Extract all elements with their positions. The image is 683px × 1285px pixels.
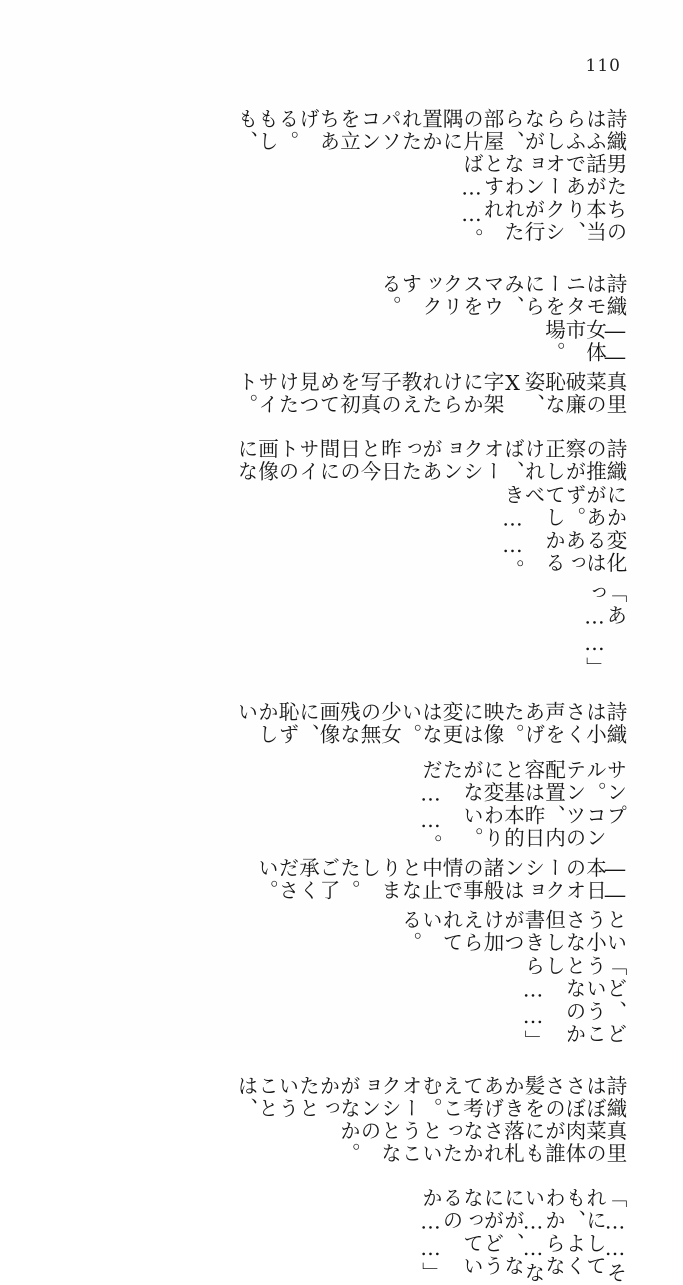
text-column: 「あっ……」 xyxy=(582,581,627,680)
text-column: 真里菜の破廉恥な姿、X字架にかけられた教え子の写真を初めて見つけたサイト。 xyxy=(234,371,627,417)
text-column: ――本日のオークションは諸般の事情で中止となりました。ご了承ください。 xyxy=(254,857,627,910)
page-number: 110 xyxy=(585,56,621,76)
text-column: 「……それにしても、よくわからない……なにが、なにがどうなっているのか……」 xyxy=(418,1187,627,1285)
text-column: 「ど、どういうことなのかしら……」 xyxy=(521,954,627,1053)
text-column: 詩織は小さく声をあげた。 映像には変更はない。少女の無残な画像に、恥ずかしい xyxy=(234,701,627,760)
text-column: にか変化があるはず。あってしかるべき……。 xyxy=(500,483,627,582)
text-column: 詩織はふらふらしながら、部屋の片隅に置かれたパソコンを立ちあげる。もしも、 xyxy=(234,108,627,154)
text-column: 詩織の推察が正しければ、オークションがあった昨日と今日の間にサイトの画像にな xyxy=(234,438,627,484)
text-column: 詩織はぼさぼさの髪をかきあげて考えこむ。オークションがなかったということは、 xyxy=(234,1074,627,1121)
text-column: サンプル。コンテンツの配置、内容は昨日と基本的に変わりがない。ただ……。 xyxy=(418,759,627,858)
text-column: 男たちの話が本当であり、オークションが行なわれたとすれば……。 xyxy=(459,153,627,252)
text-column: 詩織はモニターをにらみ、マウスをクリックする。 xyxy=(377,273,627,319)
vertical-text-body xyxy=(55,108,627,1285)
text-column: 真里菜の肉体が誰にも落札されなかったということなのか。 xyxy=(336,1120,627,1166)
text-column: ――女体市場。 xyxy=(541,318,627,372)
text-column: という小さな但し書きがつけ加えられている。 xyxy=(398,909,627,955)
